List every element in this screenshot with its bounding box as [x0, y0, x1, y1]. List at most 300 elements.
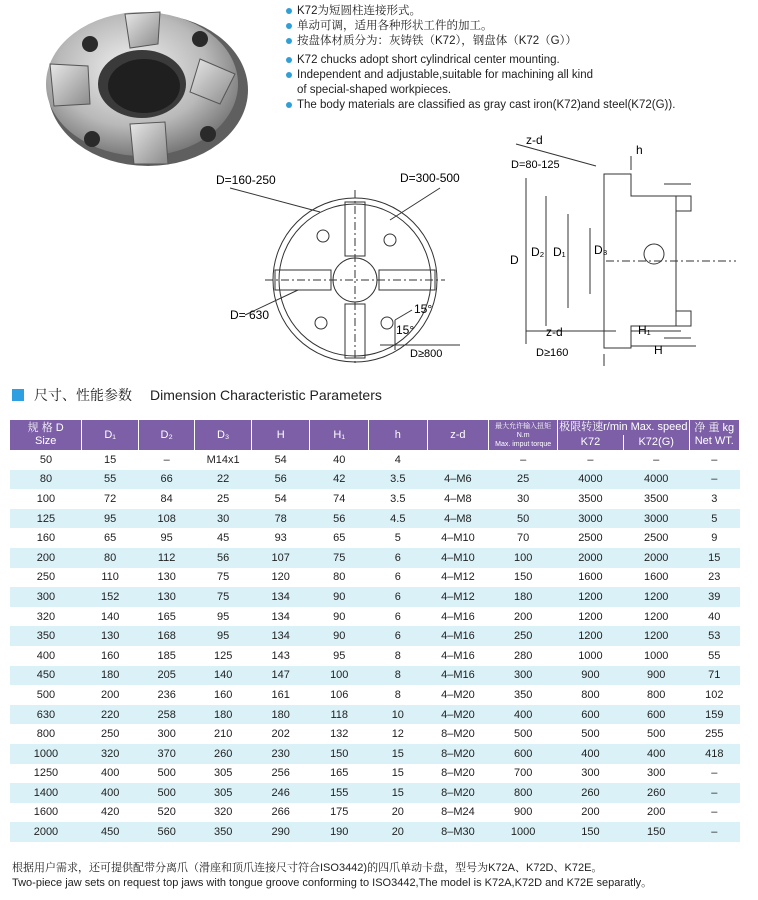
- table-cell: 4–M20: [427, 705, 489, 725]
- feature-text: K72为短圆柱连接形式。: [297, 5, 421, 17]
- table-cell: 102: [689, 685, 739, 705]
- spec-table: [10, 420, 740, 842]
- table-cell: 500: [138, 783, 195, 803]
- table-cell: 95: [138, 528, 195, 548]
- table-cell: 93: [251, 528, 310, 548]
- table-cell: 15: [369, 764, 428, 784]
- feature-item-continuation: [286, 83, 746, 98]
- table-cell: 159: [689, 705, 739, 725]
- table-cell: 5: [369, 528, 428, 548]
- table-cell: 900: [489, 803, 558, 823]
- table-cell: 300: [138, 724, 195, 744]
- table-cell: 1000: [623, 646, 689, 666]
- table-cell: 4–M10: [427, 528, 489, 548]
- table-cell: 50: [10, 450, 82, 470]
- col-d2: D₂: [138, 420, 195, 450]
- table-cell: 155: [310, 783, 369, 803]
- table-cell: 266: [251, 803, 310, 823]
- table-cell: 500: [10, 685, 82, 705]
- table-cell: 300: [489, 666, 558, 686]
- table-row: [10, 744, 740, 764]
- table-cell: 120: [251, 568, 310, 588]
- table-cell: 165: [138, 607, 195, 627]
- table-cell: 4–M8: [427, 509, 489, 529]
- feature-text: 按盘体材质分为：灰铸铁（K72），钢盘体（K72（G））: [297, 35, 577, 48]
- side-view-drawing: [486, 126, 751, 366]
- table-cell: 40: [689, 607, 739, 627]
- section-title-cn: 尺寸、性能参数: [34, 387, 132, 403]
- table-cell: 90: [310, 587, 369, 607]
- table-cell: 600: [489, 744, 558, 764]
- table-cell: 202: [251, 724, 310, 744]
- table-cell: 20: [369, 803, 428, 823]
- table-cell: 800: [10, 724, 82, 744]
- feature-item: [286, 34, 746, 49]
- table-cell: 30: [489, 489, 558, 509]
- table-row: [10, 803, 740, 823]
- table-cell: 500: [558, 724, 624, 744]
- footnote-en: Two-piece jaw sets on request top jaws with tongue groove conforming to ISO3442,The model is K72A,K72D and K72E separatly。: [12, 877, 653, 889]
- table-row: [10, 685, 740, 705]
- table-cell: 75: [195, 587, 252, 607]
- header-speed-cn: 极限转速r/min: [559, 421, 628, 433]
- table-cell: 350: [489, 685, 558, 705]
- table-cell: 130: [82, 626, 139, 646]
- table-cell: 180: [82, 666, 139, 686]
- table-cell: 150: [489, 568, 558, 588]
- table-cell: 250: [10, 568, 82, 588]
- table-row: [10, 528, 740, 548]
- table-cell: 8–M20: [427, 783, 489, 803]
- table-cell: 400: [82, 783, 139, 803]
- table-cell: 900: [623, 666, 689, 686]
- table-cell: –: [689, 470, 739, 490]
- table-cell: 200: [489, 607, 558, 627]
- table-cell: 350: [195, 822, 252, 842]
- table-cell: 168: [138, 626, 195, 646]
- table-cell: 45: [195, 528, 252, 548]
- table-cell: 42: [310, 470, 369, 490]
- drawing-label: D= 630: [230, 308, 270, 322]
- table-cell: 220: [82, 705, 139, 725]
- table-cell: 1250: [10, 764, 82, 784]
- table-cell: 6: [369, 568, 428, 588]
- table-cell: 150: [310, 744, 369, 764]
- table-cell: 8: [369, 646, 428, 666]
- feature-text: 单动可调，适用各种形状工件的加工。: [297, 20, 493, 33]
- table-cell: 140: [195, 666, 252, 686]
- table-cell: 180: [251, 705, 310, 725]
- drawing-label: 15°: [396, 323, 415, 337]
- drawing-label: D≥160: [536, 347, 569, 359]
- table-cell: 100: [310, 666, 369, 686]
- table-cell: 1000: [489, 822, 558, 842]
- table-cell: 40: [310, 450, 369, 470]
- table-cell: 8–M20: [427, 764, 489, 784]
- drawing-label: D≥800: [410, 348, 443, 360]
- table-cell: 180: [195, 705, 252, 725]
- table-cell: 320: [10, 607, 82, 627]
- table-cell: 50: [489, 509, 558, 529]
- drawing-label: D: [510, 253, 519, 267]
- table-cell: –: [623, 450, 689, 470]
- table-cell: 15: [82, 450, 139, 470]
- table-cell: 106: [310, 685, 369, 705]
- section-title: [12, 385, 382, 405]
- bullet-dot-icon: [286, 23, 292, 29]
- table-cell: 65: [82, 528, 139, 548]
- feature-text: The body materials are classified as gray cast iron(K72)and steel(K72(G)).: [297, 99, 676, 112]
- table-cell: 25: [195, 489, 252, 509]
- col-speed-k72: K72: [558, 435, 624, 450]
- bullet-dot-icon: [286, 102, 292, 108]
- section-title-en: Dimension Characteristic Parameters: [150, 387, 382, 403]
- table-cell: 4–M16: [427, 666, 489, 686]
- table-cell: –: [689, 450, 739, 470]
- table-cell: 165: [310, 764, 369, 784]
- table-cell: 300: [10, 587, 82, 607]
- table-cell: 450: [10, 666, 82, 686]
- table-row: [10, 646, 740, 666]
- table-cell: 3.5: [369, 470, 428, 490]
- table-cell: 3000: [558, 509, 624, 529]
- table-cell: 4: [369, 450, 428, 470]
- table-cell: 130: [138, 587, 195, 607]
- table-cell: 2500: [623, 528, 689, 548]
- table-cell: 1200: [623, 626, 689, 646]
- table-cell: 2000: [623, 548, 689, 568]
- table-cell: 90: [310, 626, 369, 646]
- table-row: [10, 568, 740, 588]
- table-cell: 250: [489, 626, 558, 646]
- table-cell: 200: [558, 803, 624, 823]
- table-cell: 4–M16: [427, 646, 489, 666]
- table-row: [10, 764, 740, 784]
- table-cell: 56: [195, 548, 252, 568]
- table-cell: 118: [310, 705, 369, 725]
- table-cell: 1200: [558, 607, 624, 627]
- table-row: [10, 587, 740, 607]
- table-cell: 250: [82, 724, 139, 744]
- table-row: [10, 607, 740, 627]
- table-cell: 500: [623, 724, 689, 744]
- table-cell: 700: [489, 764, 558, 784]
- chuck-photo: [30, 4, 260, 172]
- table-cell: 300: [623, 764, 689, 784]
- table-header-row: [10, 420, 740, 435]
- table-cell: 180: [489, 587, 558, 607]
- table-cell: 200: [82, 685, 139, 705]
- table-cell: 108: [138, 509, 195, 529]
- table-row: [10, 822, 740, 842]
- table-cell: 4–M12: [427, 587, 489, 607]
- table-cell: 70: [489, 528, 558, 548]
- table-cell: 4–M12: [427, 568, 489, 588]
- table-cell: 112: [138, 548, 195, 568]
- table-cell: 15: [689, 548, 739, 568]
- table-row: [10, 450, 740, 470]
- table-cell: 320: [82, 744, 139, 764]
- feature-text: of special-shaped workpieces.: [297, 84, 452, 97]
- table-cell: –: [558, 450, 624, 470]
- drawing-label: D₃: [594, 243, 608, 257]
- table-cell: 3500: [623, 489, 689, 509]
- table-cell: 420: [82, 803, 139, 823]
- table-cell: 260: [195, 744, 252, 764]
- table-cell: 95: [195, 607, 252, 627]
- table-cell: 450: [82, 822, 139, 842]
- table-cell: 107: [251, 548, 310, 568]
- drawing-label: D₁: [553, 245, 566, 259]
- table-cell: 100: [10, 489, 82, 509]
- feature-item: [286, 53, 746, 68]
- table-cell: 500: [138, 764, 195, 784]
- col-torque: [489, 420, 558, 450]
- col-h: H: [251, 420, 310, 450]
- feature-text: Independent and adjustable,suitable for machining all kind: [297, 68, 594, 81]
- header-size-cn: 规 格 D: [27, 422, 64, 434]
- drawing-label: 15°: [414, 302, 433, 316]
- table-cell: 2000: [10, 822, 82, 842]
- table-cell: [427, 450, 489, 470]
- table-cell: 900: [558, 666, 624, 686]
- feature-list: [286, 4, 746, 113]
- table-cell: 185: [138, 646, 195, 666]
- table-cell: 5: [689, 509, 739, 529]
- table-cell: 4–M10: [427, 548, 489, 568]
- table-cell: 6: [369, 548, 428, 568]
- table-cell: 152: [82, 587, 139, 607]
- header-size-en: Size: [35, 435, 57, 447]
- table-cell: 320: [195, 803, 252, 823]
- square-marker-icon: [12, 389, 24, 401]
- table-cell: 160: [195, 685, 252, 705]
- table-cell: M14x1: [195, 450, 252, 470]
- table-cell: 260: [623, 783, 689, 803]
- table-cell: –: [138, 450, 195, 470]
- table-cell: 1200: [558, 587, 624, 607]
- table-cell: 55: [82, 470, 139, 490]
- table-cell: 400: [623, 744, 689, 764]
- table-cell: 9: [689, 528, 739, 548]
- table-cell: 72: [82, 489, 139, 509]
- table-cell: 8: [369, 666, 428, 686]
- table-cell: 400: [82, 764, 139, 784]
- table-cell: 100: [489, 548, 558, 568]
- table-cell: 130: [138, 568, 195, 588]
- table-cell: 305: [195, 783, 252, 803]
- table-cell: 4000: [558, 470, 624, 490]
- table-cell: 160: [10, 528, 82, 548]
- table-cell: 90: [310, 607, 369, 627]
- drawing-label: D=80-125: [511, 159, 560, 171]
- col-size: [10, 420, 82, 450]
- table-cell: –: [689, 783, 739, 803]
- table-cell: 3.5: [369, 489, 428, 509]
- table-cell: 150: [558, 822, 624, 842]
- table-cell: 4.5: [369, 509, 428, 529]
- table-cell: 6: [369, 626, 428, 646]
- table-cell: 800: [623, 685, 689, 705]
- table-cell: 3500: [558, 489, 624, 509]
- bullet-dot-icon: [286, 72, 292, 78]
- table-cell: 260: [558, 783, 624, 803]
- table-cell: 71: [689, 666, 739, 686]
- table-cell: 53: [689, 626, 739, 646]
- table-cell: 8: [369, 685, 428, 705]
- table-cell: 80: [10, 470, 82, 490]
- drawing-label: H₁: [638, 323, 651, 337]
- table-cell: 84: [138, 489, 195, 509]
- table-cell: 25: [489, 470, 558, 490]
- drawing-label: h: [636, 143, 643, 157]
- header-torque-en: Max. imput torque: [495, 440, 552, 448]
- table-cell: 78: [251, 509, 310, 529]
- table-cell: 600: [623, 705, 689, 725]
- table-cell: 190: [310, 822, 369, 842]
- header-weight-cn: 净 重 kg: [694, 422, 735, 434]
- table-row: [10, 548, 740, 568]
- table-cell: 2500: [558, 528, 624, 548]
- table-cell: 4000: [623, 470, 689, 490]
- table-cell: 1000: [10, 744, 82, 764]
- table-cell: –: [489, 450, 558, 470]
- table-cell: 3: [689, 489, 739, 509]
- front-view-drawing: [190, 160, 490, 365]
- table-cell: 10: [369, 705, 428, 725]
- drawing-label: D=160-250: [216, 173, 276, 187]
- table-cell: 1600: [10, 803, 82, 823]
- col-speed-k72g: K72(G): [623, 435, 689, 450]
- table-cell: 54: [251, 489, 310, 509]
- footnote-cn: 根据用户需求，还可提供配带分离爪（滑座和顶爪连接尺寸符合ISO3442)的四爪单动卡盘，型号为K72A、K72D、K72E。: [12, 862, 603, 874]
- col-zd: z-d: [427, 420, 489, 450]
- drawing-label: H: [654, 343, 663, 357]
- table-row: [10, 489, 740, 509]
- table-cell: 210: [195, 724, 252, 744]
- table-cell: 400: [10, 646, 82, 666]
- table-cell: 20: [369, 822, 428, 842]
- feature-item: [286, 68, 746, 83]
- table-cell: 255: [689, 724, 739, 744]
- bullet-dot-icon: [286, 38, 292, 44]
- col-speed: [558, 420, 690, 435]
- table-cell: 54: [251, 450, 310, 470]
- table-cell: 80: [310, 568, 369, 588]
- table-cell: 39: [689, 587, 739, 607]
- table-cell: –: [689, 764, 739, 784]
- table-cell: 246: [251, 783, 310, 803]
- table-cell: 134: [251, 626, 310, 646]
- table-cell: 400: [558, 744, 624, 764]
- table-cell: 110: [82, 568, 139, 588]
- table-cell: 258: [138, 705, 195, 725]
- table-cell: 560: [138, 822, 195, 842]
- table-cell: 12: [369, 724, 428, 744]
- table-cell: 150: [623, 822, 689, 842]
- table-cell: 95: [195, 626, 252, 646]
- table-cell: 8–M24: [427, 803, 489, 823]
- table-cell: 30: [195, 509, 252, 529]
- header-speed-en: Max. speed: [630, 421, 688, 433]
- table-cell: –: [689, 803, 739, 823]
- table-cell: 134: [251, 607, 310, 627]
- table-cell: 15: [369, 783, 428, 803]
- table-cell: 280: [489, 646, 558, 666]
- table-cell: 4–M8: [427, 489, 489, 509]
- table-cell: –: [689, 822, 739, 842]
- table-cell: 15: [369, 744, 428, 764]
- bullet-dot-icon: [286, 57, 292, 63]
- table-cell: 236: [138, 685, 195, 705]
- table-cell: 300: [558, 764, 624, 784]
- table-row: [10, 470, 740, 490]
- table-cell: 65: [310, 528, 369, 548]
- table-row: [10, 783, 740, 803]
- table-cell: 56: [310, 509, 369, 529]
- col-d1: D₁: [82, 420, 139, 450]
- table-cell: 132: [310, 724, 369, 744]
- table-cell: 350: [10, 626, 82, 646]
- table-cell: 8–M30: [427, 822, 489, 842]
- table-cell: 6: [369, 607, 428, 627]
- table-cell: 160: [82, 646, 139, 666]
- table-cell: 370: [138, 744, 195, 764]
- feature-item: [286, 98, 746, 113]
- table-cell: 600: [558, 705, 624, 725]
- table-cell: 800: [489, 783, 558, 803]
- table-cell: 140: [82, 607, 139, 627]
- table-cell: 80: [82, 548, 139, 568]
- table-cell: 230: [251, 744, 310, 764]
- table-cell: 134: [251, 587, 310, 607]
- table-cell: 1400: [10, 783, 82, 803]
- table-cell: 2000: [558, 548, 624, 568]
- col-h-small: h: [369, 420, 428, 450]
- col-h1: H₁: [310, 420, 369, 450]
- drawing-label: D=300-500: [400, 171, 460, 185]
- table-cell: 175: [310, 803, 369, 823]
- table-cell: 1200: [623, 607, 689, 627]
- table-row: [10, 509, 740, 529]
- drawing-label: D₂: [531, 245, 545, 259]
- table-cell: 3000: [623, 509, 689, 529]
- table-row: [10, 666, 740, 686]
- feature-item: [286, 19, 746, 34]
- table-row: [10, 705, 740, 725]
- footnote: [12, 861, 652, 891]
- table-cell: 500: [489, 724, 558, 744]
- table-cell: 66: [138, 470, 195, 490]
- table-row: [10, 724, 740, 744]
- table-cell: 4–M6: [427, 470, 489, 490]
- table-cell: 75: [195, 568, 252, 588]
- table-cell: 6: [369, 587, 428, 607]
- table-cell: 4–M16: [427, 626, 489, 646]
- table-cell: 1600: [558, 568, 624, 588]
- table-cell: 147: [251, 666, 310, 686]
- table-cell: 161: [251, 685, 310, 705]
- table-cell: 290: [251, 822, 310, 842]
- table-cell: 200: [623, 803, 689, 823]
- table-row: [10, 626, 740, 646]
- table-cell: 95: [310, 646, 369, 666]
- table-cell: 1600: [623, 568, 689, 588]
- table-cell: 630: [10, 705, 82, 725]
- feature-text: K72 chucks adopt short cylindrical center mounting.: [297, 53, 560, 66]
- table-cell: 4–M20: [427, 685, 489, 705]
- table-cell: 75: [310, 548, 369, 568]
